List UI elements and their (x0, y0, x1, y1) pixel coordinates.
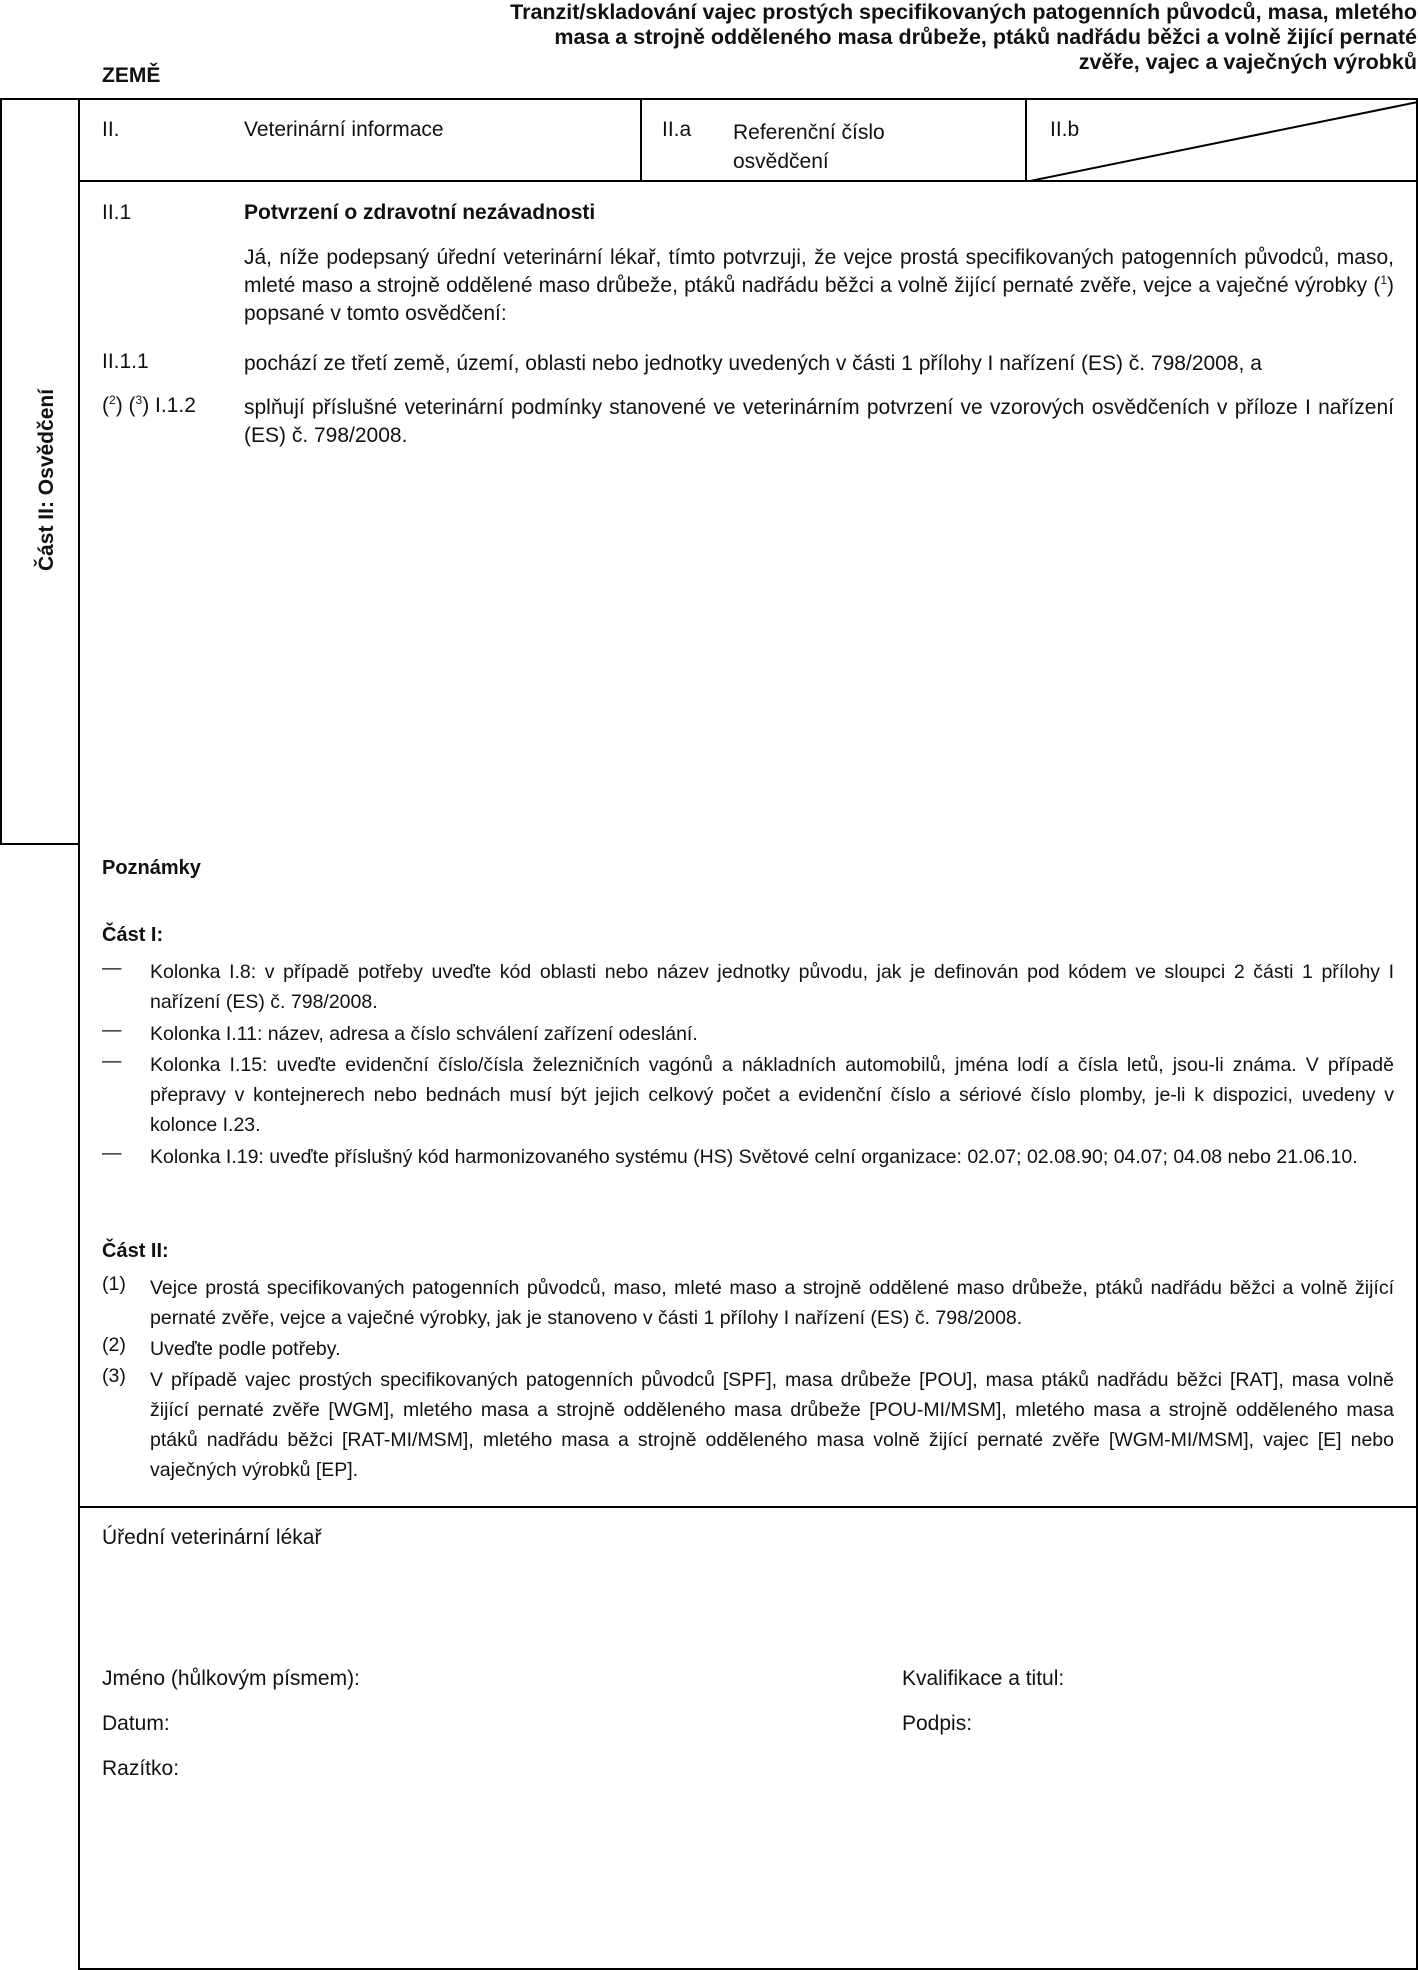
item2-code: I.1.2 (155, 394, 196, 417)
title-line-3: zvěře, vajec a vaječných výrobků (1078, 50, 1417, 74)
item1-code: II.1.1 (102, 350, 149, 373)
signature-divider (78, 1506, 1418, 1508)
note-dash: — (102, 1050, 122, 1072)
side-label-text: Část II: Osvědčení (35, 388, 58, 572)
side-border-bottom (0, 843, 80, 845)
info-code: II. (102, 118, 120, 141)
notes-title: Poznámky (102, 857, 201, 879)
note-part2-num: (3) (102, 1365, 126, 1387)
item1-text: pochází ze třetí země, území, oblasti nebo jednotky uvedených v části 1 přílohy I nařízení (ES) č. 798/2008, a (244, 352, 1262, 375)
signature-label: Podpis: (902, 1712, 973, 1735)
section-title: Potvrzení o zdravotní nezávadnosti (244, 201, 596, 224)
item2-footnote-b: 3 (135, 393, 143, 407)
note-dash: — (102, 1142, 122, 1164)
main-border-left (78, 98, 80, 1970)
info-label: Veterinární informace (244, 118, 444, 141)
signature-title: Úřední veterinární lékař (102, 1526, 322, 1549)
date-label: Datum: (102, 1712, 170, 1735)
note-part2-item: Uveďte podle potřeby. (150, 1338, 341, 1360)
stamp-label: Razítko: (102, 1757, 180, 1780)
note-part2-item: V případě vajec prostých specifikovaných patogenních původců [SPF], masa drůbeže [POU], masa ptáků nadřádu běžci [RAT], masa volně žijící pernaté zvěře [WGM], mletého masa a strojně odděleného masa drůbeže [POU-MI/MSM], mletého masa a strojně odděleného masa ptáků nadřádu běžci [RAT-MI/MSM], mletého masa a strojně odděleného masa volně žijící pernaté zvěře [WGM-MI/MSM], vajec [E] nebo vaječných výrobků [EP]. (150, 1369, 1394, 1481)
info-col-divider-a (640, 98, 642, 182)
intro-footnote-ref: 1 (1380, 273, 1387, 287)
ref-label-line-1: Referenční číslo (733, 121, 885, 144)
ref-code: II.a (662, 118, 692, 141)
section-code: II.1 (102, 201, 132, 224)
qualification-label: Kvalifikace a titul: (902, 1667, 1065, 1690)
item2-footnote-a: 2 (109, 393, 116, 407)
notes-part2-title: Část II: (102, 1240, 169, 1262)
note-part1-item: Kolonka I.15: uveďte evidenční číslo/čísla železničních vagónů a nákladních automobilů, jména lodí a čísla letů, jsou-li známa. V případě přepravy v kontejnerech nebo bednách musí být jejich celkový počet a evidenční číslo a sériové číslo plomby, je-li k dispozici, uvedeny v kolonce I.23. (150, 1054, 1394, 1136)
b-code: II.b (1050, 118, 1080, 141)
country-label: ZEMĚ (102, 64, 161, 87)
name-label: Jméno (hůlkovým písmem): (102, 1667, 360, 1690)
side-label (22, 340, 72, 620)
intro-text-b: ) popsané v tomto osvědčení: (244, 274, 1394, 325)
note-dash: — (102, 1019, 122, 1041)
ref-label (733, 118, 885, 176)
note-part1-item: Kolonka I.19: uveďte příslušný kód harmonizovaného systému (HS) Světové celní organizace: 02.07; 02.08.90; 04.07; 04.08 nebo 21.06.10. (150, 1146, 1358, 1168)
note-part1-item: Kolonka I.11: název, adresa a číslo schválení zařízení odeslání. (150, 1023, 698, 1045)
side-border-left (0, 98, 2, 845)
ref-label-line-2: osvědčení (733, 150, 829, 173)
note-part2-num: (2) (102, 1334, 126, 1356)
title-line-1: Tranzit/skladování vajec prostých specifikovaných patogenních původců, masa, mletého (510, 0, 1417, 24)
note-part1-item: Kolonka I.8: v případě potřeby uveďte kód oblasti nebo název jednotky původu, jak je definován pod kódem ve sloupci 2 části 1 přílohy I nařízení (ES) č. 798/2008. (150, 961, 1394, 1013)
note-dash: — (102, 957, 122, 979)
item2-text: splňují příslušné veterinární podmínky stanovené ve veterinárním potvrzení ve vzorových osvědčeních v příloze I nařízení (ES) č. 798/2008. (244, 396, 1394, 447)
document-title (417, 0, 1417, 75)
title-line-2: masa a strojně odděleného masa drůbeže, ptáků nadřádu běžci a volně žijící pernaté (554, 25, 1417, 49)
section-intro (244, 244, 1394, 328)
intro-text-a: Já, níže podepsaný úřední veterinární lékař, tímto potvrzuji, že vejce prostá specifikovaných patogenních původců, maso, mleté maso a strojně oddělené maso drůbeže, ptáků nadřádu běžci a volně žijící pernaté zvěře, vejce a vaječné výrobky ( (244, 246, 1394, 297)
notes-part1-title: Část I: (102, 924, 164, 946)
note-part2-num: (1) (102, 1273, 126, 1295)
note-part2-item: Vejce prostá specifikovaných patogenních původců, maso, mleté maso a strojně oddělené maso drůbeže, ptáků nadřádu běžci a volně žijící pernaté zvěře, vejce a vaječné výrobky, jak je stanoveno v části 1 přílohy I nařízení (ES) č. 798/2008. (150, 1277, 1394, 1329)
diagonal-strike (1025, 98, 1418, 182)
item2-code-block: ($^2$) ($^3$) I.1.2 (102, 393, 196, 417)
